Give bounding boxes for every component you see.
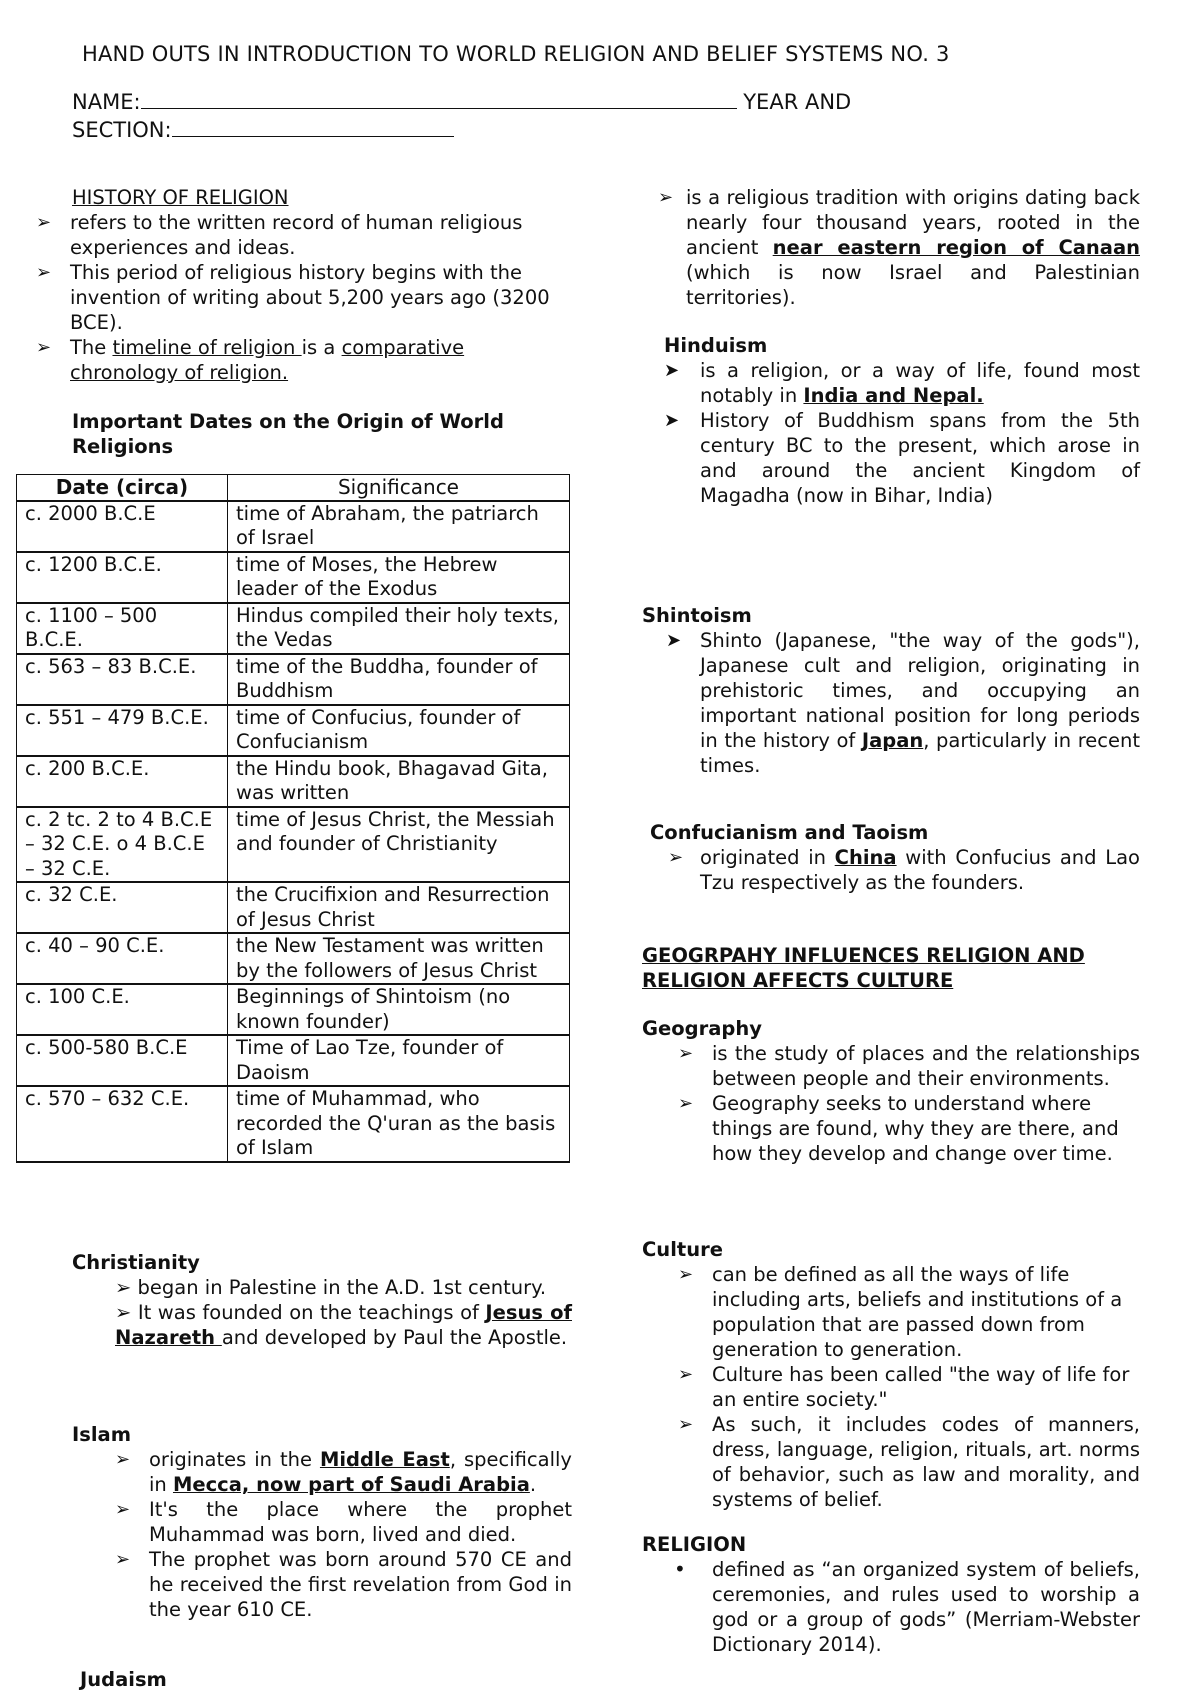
significance-cell: Beginnings of Shintoism (no known founder) xyxy=(228,984,570,1035)
date-cell: c. 1100 – 500 B.C.E. xyxy=(17,603,228,654)
history-section xyxy=(36,185,570,385)
history-heading: HISTORY OF RELIGION xyxy=(72,186,289,209)
islam-heading: Islam xyxy=(72,1423,132,1446)
culture-heading: Culture xyxy=(642,1238,723,1261)
india-nepal-link[interactable]: India and Nepal. xyxy=(803,384,984,407)
name-field[interactable] xyxy=(141,88,737,109)
arrow-bullet-icon: ➢ xyxy=(678,1043,694,1064)
table-row xyxy=(17,882,570,933)
date-cell: c. 570 – 632 C.E. xyxy=(17,1086,228,1162)
date-cell: c. 100 C.E. xyxy=(17,984,228,1035)
canaan-link[interactable]: near eastern region of Canaan xyxy=(772,236,1140,259)
section-row xyxy=(72,116,454,143)
table-row xyxy=(17,984,570,1035)
list-item: ➢ Geography seeks to understand where things are found, why they are there, and how they develop and change over time. xyxy=(678,1092,1119,1165)
religion-section xyxy=(642,1532,1140,1657)
arrow-bullet-icon: ➢ xyxy=(115,1449,131,1470)
dot-bullet-icon: • xyxy=(674,1557,686,1581)
arrow-bullet-icon: ➢ xyxy=(36,212,52,233)
date-cell: c. 200 B.C.E. xyxy=(17,756,228,807)
islam-section xyxy=(72,1422,572,1622)
significance-cell: time of the Buddha, founder of Buddhism xyxy=(228,654,570,705)
hinduism-heading: Hinduism xyxy=(664,334,768,357)
date-cell: c. 551 – 479 B.C.E. xyxy=(17,705,228,756)
significance-cell: time of Muhammad, who recorded the Q'uran as the basis of Islam xyxy=(228,1086,570,1162)
geography-heading: Geography xyxy=(642,1017,762,1040)
arrow-bullet-icon: ➢ xyxy=(658,187,674,208)
bold-arrow-bullet-icon: ➤ xyxy=(664,410,680,431)
japan-link[interactable]: Japan xyxy=(861,729,924,752)
dates-heading: Important Dates on the Origin of World Religions xyxy=(72,410,504,458)
section-field[interactable] xyxy=(172,116,454,137)
date-cell: c. 32 C.E. xyxy=(17,882,228,933)
table-row xyxy=(17,552,570,603)
geography-section xyxy=(642,1016,1140,1166)
arrow-bullet-icon: ➢ xyxy=(115,1276,138,1299)
list-item: ➤ History of Buddhism spans from the 5th century BC to the present, which arose in and around the ancient Kingdom of Magadha (now in Bihar, India) xyxy=(664,409,1140,507)
significance-cell: the Hindu book, Bhagavad Gita, was written xyxy=(228,756,570,807)
table-row xyxy=(17,705,570,756)
list-item: ➢ The timeline of religion is a comparative chronology of religion. xyxy=(36,336,465,384)
list-item: ➤ Shinto (Japanese, "the way of the gods"), Japanese cult and religion, originating in prehistoric times, and occupying an important national position for long periods in the history of Japan, particularly in recent times. xyxy=(666,629,1140,777)
date-cell: c. 563 – 83 B.C.E. xyxy=(17,654,228,705)
arrow-bullet-icon: ➢ xyxy=(678,1093,694,1114)
arrow-bullet-icon: ➢ xyxy=(678,1364,694,1385)
arrow-bullet-icon: ➢ xyxy=(668,847,684,868)
judaism-section xyxy=(658,185,1140,310)
arrow-bullet-icon: ➢ xyxy=(678,1414,694,1435)
religion-heading: RELIGION xyxy=(642,1533,747,1556)
table-row xyxy=(17,933,570,984)
list-item: ➢ originates in the Middle East, specifically in Mecca, now part of Saudi Arabia. xyxy=(115,1448,572,1496)
list-item: • defined as “an organized system of beliefs, ceremonies, and rules used to worship a god or a group of gods” (Merriam-Webster Dictionary 2014). xyxy=(674,1557,1140,1656)
table-row xyxy=(17,501,570,552)
bold-arrow-bullet-icon: ➤ xyxy=(664,360,680,381)
name-row xyxy=(72,88,851,115)
arrow-bullet-icon: ➢ xyxy=(36,337,52,358)
arrow-bullet-icon: ➢ xyxy=(36,262,52,283)
christianity-section xyxy=(72,1250,572,1350)
table-row xyxy=(17,1086,570,1162)
list-item: ➢ The prophet was born around 570 CE and he received the first revelation from God in the year 610 CE. xyxy=(115,1548,572,1621)
significance-cell: Hindus compiled their holy texts, the Vedas xyxy=(228,603,570,654)
date-cell: c. 1200 B.C.E. xyxy=(17,552,228,603)
timeline-link[interactable]: timeline of religion xyxy=(112,336,302,359)
arrow-bullet-icon: ➢ xyxy=(115,1301,132,1324)
dates-table xyxy=(16,474,570,1163)
significance-cell: time of Jesus Christ, the Messiah and founder of Christianity xyxy=(228,807,570,883)
table-row xyxy=(17,654,570,705)
col-significance-header: Significance xyxy=(228,475,570,501)
significance-cell: the New Testament was written by the followers of Jesus Christ xyxy=(228,933,570,984)
confucianism-section xyxy=(650,820,1140,895)
name-label: NAME: xyxy=(72,90,141,114)
list-item: ➢ As such, it includes codes of manners, dress, language, religion, rituals, art. norms of behavior, such as law and morality, and systems of belief. xyxy=(678,1413,1140,1511)
list-item: ➢ This period of religious history begins with the invention of writing about 5,200 years ago (3200 BCE). xyxy=(36,261,550,334)
mecca-link[interactable]: Mecca, now part of Saudi Arabia xyxy=(172,1473,530,1496)
col-date-header: Date (circa) xyxy=(17,475,228,501)
judaism-heading: Judaism xyxy=(80,1668,167,1691)
hinduism-section xyxy=(664,333,1140,508)
arrow-bullet-icon: ➢ xyxy=(115,1549,131,1570)
table-row xyxy=(17,603,570,654)
shintoism-heading: Shintoism xyxy=(642,604,752,627)
list-item: ➢ It's the place where the prophet Muhammad was born, lived and died. xyxy=(115,1498,572,1546)
list-item: ➢ refers to the written record of human religious experiences and ideas. xyxy=(36,211,523,259)
list-item: ➢ originated in China with Confucius and Lao Tzu respectively as the founders. xyxy=(668,846,1140,894)
christianity-body xyxy=(115,1275,572,1350)
list-item: ➢ is a religious tradition with origins dating back nearly four thousand years, rooted in the ancient near eastern region of Canaan (which is now Israel and Palestinian territories). xyxy=(658,186,1140,309)
significance-cell: time of Abraham, the patriarch of Israel xyxy=(228,501,570,552)
table-header-row xyxy=(17,475,570,501)
date-cell: c. 40 – 90 C.E. xyxy=(17,933,228,984)
list-item: ➢ began in Palestine in the A.D. 1st century. xyxy=(115,1276,547,1299)
date-cell: c. 2 tc. 2 to 4 B.C.E – 32 C.E. o 4 B.C.E – 32 C.E. xyxy=(17,807,228,883)
list-item: ➢ is the study of places and the relationships between people and their environments. xyxy=(678,1042,1140,1090)
china-link[interactable]: China xyxy=(834,846,897,869)
table-row xyxy=(17,1035,570,1086)
section-label: SECTION: xyxy=(72,118,172,142)
arrow-bullet-icon: ➢ xyxy=(678,1264,694,1285)
year-label: YEAR AND xyxy=(743,90,852,114)
date-cell: c. 500-580 B.C.E xyxy=(17,1035,228,1086)
shintoism-section xyxy=(642,603,1140,778)
list-item: ➢ Culture has been called "the way of life for an entire society." xyxy=(678,1363,1130,1411)
list-item: ➤ is a religion, or a way of life, found most notably in India and Nepal. xyxy=(664,359,1140,407)
significance-cell: time of Confucius, founder of Confucianism xyxy=(228,705,570,756)
arrow-bullet-icon: ➢ xyxy=(115,1499,131,1520)
culture-section xyxy=(642,1237,1140,1512)
table-row xyxy=(17,756,570,807)
confucianism-heading: Confucianism and Taoism xyxy=(650,821,929,844)
list-item: ➢ It was founded on the teachings of Jesus of Nazareth and developed by Paul the Apostle. xyxy=(115,1301,572,1349)
table-row xyxy=(17,807,570,883)
significance-cell: time of Moses, the Hebrew leader of the Exodus xyxy=(228,552,570,603)
significance-cell: Time of Lao Tze, founder of Daoism xyxy=(228,1035,570,1086)
list-item: ➢ can be defined as all the ways of life including arts, beliefs and institutions of a population that are passed down from generation to generation. xyxy=(678,1263,1123,1361)
jesus-link[interactable]: Jesus of Nazareth xyxy=(115,1301,572,1349)
geography-culture-heading: GEOGRPAHY INFLUENCES RELIGION AND RELIGION AFFECTS CULTURE xyxy=(642,944,1085,992)
christianity-heading: Christianity xyxy=(72,1251,200,1274)
date-cell: c. 2000 B.C.E xyxy=(17,501,228,552)
middle-east-link[interactable]: Middle East xyxy=(319,1448,450,1471)
significance-cell: the Crucifixion and Resurrection of Jesus Christ xyxy=(228,882,570,933)
chronology-link[interactable]: comparative chronology of religion. xyxy=(70,336,465,384)
bold-arrow-bullet-icon: ➤ xyxy=(666,630,682,651)
page-title: HAND OUTS IN INTRODUCTION TO WORLD RELIGION AND BELIEF SYSTEMS NO. 3 xyxy=(82,42,950,66)
